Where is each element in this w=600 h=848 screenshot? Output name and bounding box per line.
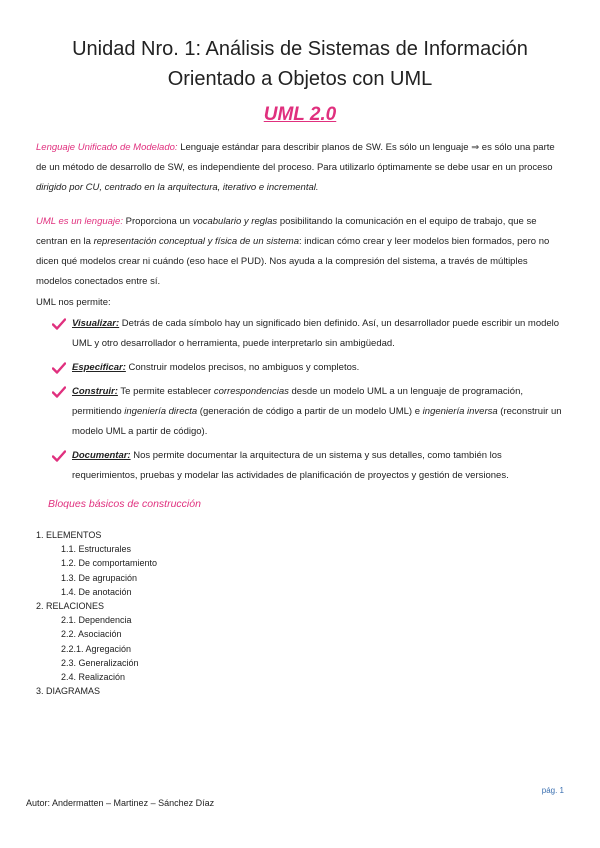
bullet-text: Detrás de cada símbolo hay un significado bien definido. Así, un desarrollador puede escribir un modelo UML y otro desarrollador o herramienta, puede interpretarlo sin ambigüedad. (72, 318, 560, 349)
footer-author: Autor: Andermatten – Martinez – Sánchez Díaz (26, 798, 215, 808)
bullet-visualizar (52, 314, 564, 354)
outline-item: 2.4. Realización (61, 671, 126, 682)
language-italic-1: vocabulario y reglas (192, 216, 278, 227)
checkmark-icon (52, 450, 66, 462)
language-text-3: : indican cómo crear y leer modelos bien formados, pero no dicen qué modelos crear ni cuándo (eso hace el PUD). Nos ayuda a la compresión del sistema, a través de múltiples modelos conectados entre sí. (36, 236, 550, 287)
outline-item: 2.2. Asociación (61, 629, 122, 640)
language-text-2: posibilitando la comunicación en el equipo de trabajo, que se centran en la (36, 216, 537, 247)
title-line-2: Orientado a Objetos con UML (167, 68, 433, 90)
language-italic-2: representación conceptual y física de un sistema (93, 236, 299, 247)
bullet-term: Construir: (72, 386, 118, 397)
outline-list (36, 528, 157, 698)
outline-item: 2.3. Generalización (61, 657, 139, 668)
section-heading: Bloques básicos de construcción (48, 498, 201, 510)
outline-item: 2. RELACIONES (36, 600, 105, 611)
bullet-especificar (52, 358, 564, 378)
page-title (30, 34, 570, 94)
bullet-text: (generación de código a partir de un modelo UML) e (197, 406, 423, 417)
outline-item: 1.1. Estructurales (61, 544, 132, 555)
paragraph-definition (36, 138, 564, 198)
bullet-italic: ingeniería directa (124, 406, 198, 417)
bullet-text: Te permite establecer (117, 386, 214, 397)
paragraph-language (36, 212, 564, 292)
bullet-list (52, 314, 564, 490)
bullet-text: desde un modelo UML a un lenguaje de programación, permitiendo (72, 386, 523, 417)
bullet-term: Especificar: (72, 362, 126, 373)
outline-item: 1. ELEMENTOS (36, 530, 102, 540)
checkmark-icon (52, 362, 66, 374)
subtitle: UML 2.0 (263, 104, 337, 125)
outline-item: 1.2. De comportamiento (61, 558, 158, 569)
bullet-italic: ingeniería inversa (422, 406, 498, 417)
title-line-1: Unidad Nro. 1: Análisis de Sistemas de Información (72, 38, 528, 60)
bullet-term: Documentar: (72, 450, 131, 461)
bullet-italic: correspondencias (213, 386, 289, 397)
outline-item: 2.2.1. Agregación (61, 643, 132, 654)
language-term: UML es un lenguaje: (36, 216, 123, 227)
checkmark-icon (52, 386, 66, 398)
definition-italic: dirigido por CU, centrado en la arquitectura, iterativo e incremental. (36, 182, 319, 193)
bullet-term: Visualizar: (72, 318, 120, 329)
page-number: pág. 1 (541, 786, 564, 795)
checkmark-icon (52, 318, 66, 330)
definition-text: Lenguaje estándar para describir planos de SW. Es sólo un lenguaje ⇒ es sólo una parte de un método de desarrollo de SW, es independiente del proceso. Para utilizarlo óptimamente se debe usar en un proceso (36, 142, 555, 173)
outline-item: 3. DIAGRAMAS (36, 686, 101, 697)
language-text-1: Proporciona un (122, 216, 193, 227)
bullet-text: Construir modelos precisos, no ambiguos y completos. (125, 362, 360, 373)
bullet-construir (52, 382, 564, 442)
outline-item: 1.4. De anotación (61, 586, 132, 597)
paragraph-permits: UML nos permite: (36, 297, 111, 308)
outline-item: 1.3. De agrupación (61, 572, 138, 583)
outline-item: 2.1. Dependencia (61, 615, 132, 626)
bullet-documentar (52, 446, 564, 486)
bullet-text: (reconstruir un modelo UML a partir de código). (72, 406, 562, 437)
definition-term: Lenguaje Unificado de Modelado: (36, 142, 178, 153)
bullet-text: Nos permite documentar la arquitectura de un sistema y sus detalles, como también los requerimientos, pruebas y modelar las actividades de planificación de proyectos y gestión de versiones. (72, 450, 509, 481)
